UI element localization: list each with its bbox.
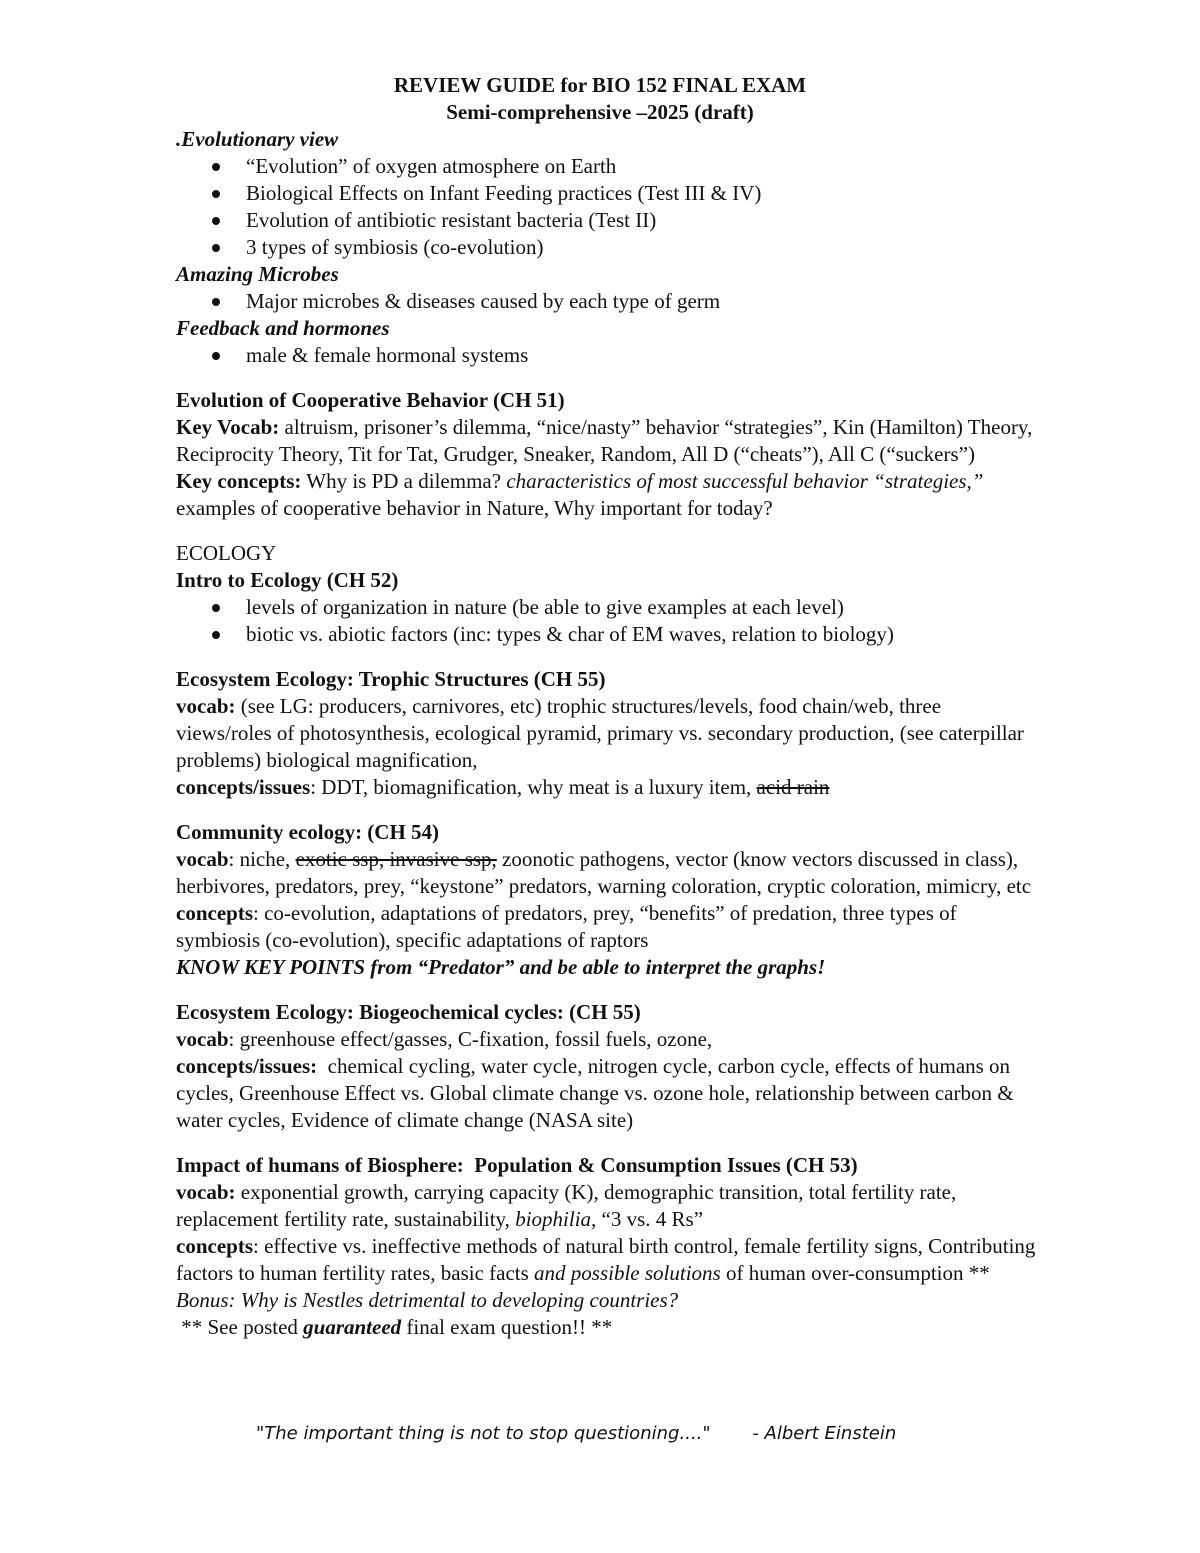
bullet-icon [212, 190, 220, 198]
list-item: male & female hormonal systems [176, 342, 1036, 369]
biogeo-vocab: vocab: greenhouse effect/gasses, C-fixation, fossil fuels, ozone, [176, 1027, 713, 1051]
amazing-microbes-heading: Amazing Microbes [176, 262, 339, 286]
trophic-structures-heading: Ecosystem Ecology: Trophic Structures (CH 55) [176, 667, 606, 691]
bullet-icon [212, 631, 220, 639]
predator-note: KNOW KEY POINTS from “Predator” and be able to interpret the graphs! [176, 955, 826, 979]
list-item: Evolution of antibiotic resistant bacteria (Test II) [176, 207, 1036, 234]
human-vocab: vocab: exponential growth, carrying capacity (K), demographic transition, total fertility rate, replacement fertility rate, sustainability, biophilia, “3 vs. 4 Rs” [176, 1180, 957, 1231]
intro-ecology-heading: Intro to Ecology (CH 52) [176, 568, 399, 592]
bullet-icon [212, 298, 220, 306]
cooperative-concepts: Key concepts: Why is PD a dilemma? characteristics of most successful behavior “strategies,” examples of cooperative behavior in Nature, Why important for today? [176, 469, 984, 520]
list-item: levels of organization in nature (be able to give examples at each level) [176, 594, 1036, 621]
list-item: “Evolution” of oxygen atmosphere on Earth [176, 153, 1036, 180]
bullet-icon [212, 163, 220, 171]
community-concepts: concepts: co-evolution, adaptations of predators, prey, “benefits” of predation, three types of symbiosis (co-evolution), specific adaptations of raptors [176, 901, 957, 952]
title-line-2: Semi-comprehensive –2025 (draft) [446, 100, 754, 124]
title-line-1: REVIEW GUIDE for BIO 152 FINAL EXAM [393, 73, 807, 97]
human-concepts: concepts: effective vs. ineffective methods of natural birth control, female fertility signs, Contributing factors to human fertility rates, basic facts and possible solutions of human over-consumption ** Bonus: Why is Nestles detrimental to developing countries? [176, 1234, 1036, 1312]
bullet-icon [212, 244, 220, 252]
list-item: Major microbes & diseases caused by each type of germ [176, 288, 1036, 315]
bullet-icon [212, 352, 220, 360]
bullet-icon [212, 604, 220, 612]
trophic-vocab: vocab: (see LG: producers, carnivores, etc) trophic structures/levels, food chain/web, three views/roles of photosynthesis, ecological pyramid, primary vs. secondary production, (see caterpillar problems) biological magnification, [176, 694, 1024, 772]
guaranteed-question-note: ** See posted guaranteed final exam question!! ** [176, 1315, 613, 1339]
document-title [0, 72, 1200, 126]
einstein-quote [256, 1422, 1016, 1446]
quote-text: "The important thing is not to stop questioning...." [256, 1423, 711, 1444]
ecology-heading: ECOLOGY [176, 541, 277, 565]
document-body [176, 72, 1036, 1341]
list-item: Biological Effects on Infant Feeding practices (Test III & IV) [176, 180, 1036, 207]
feedback-list [176, 342, 1036, 369]
trophic-concepts: concepts/issues: DDT, biomagnification, why meat is a luxury item, acid rain [176, 775, 830, 799]
quote-author: - Albert Einstein [752, 1423, 897, 1444]
human-impact-heading: Impact of humans of Biosphere: Population & Consumption Issues (CH 53) [176, 1153, 858, 1177]
cooperative-behavior-heading: Evolution of Cooperative Behavior (CH 51) [176, 388, 565, 412]
evolutionary-view-list [176, 153, 1036, 261]
community-vocab: vocab: niche, exotic ssp, invasive ssp, zoonotic pathogens, vector (know vectors discussed in class), herbivores, predators, prey, “keystone” predators, warning coloration, cryptic coloration, mimicry, etc [176, 847, 1032, 898]
cooperative-vocab: Key Vocab: altruism, prisoner’s dilemma, “nice/nasty” behavior “strategies”, Kin (Hamilton) Theory, Reciprocity Theory, Tit for Tat, Grudger, Sneaker, Random, All D (“cheats”), All C (“suckers”) [176, 415, 1033, 466]
microbes-list [176, 288, 1036, 315]
ecology-list [176, 594, 1036, 648]
feedback-hormones-heading: Feedback and hormones [176, 316, 390, 340]
list-item: 3 types of symbiosis (co-evolution) [176, 234, 1036, 261]
evolutionary-view-heading: .Evolutionary view [176, 127, 339, 151]
biogeo-concepts: concepts/issues: chemical cycling, water cycle, nitrogen cycle, carbon cycle, effects of humans on cycles, Greenhouse Effect vs. Global climate change vs. ozone hole, relationship between carbon & water cycles, Evidence of climate change (NASA site) [176, 1054, 1019, 1132]
list-item: biotic vs. abiotic factors (inc: types & char of EM waves, relation to biology) [176, 621, 1036, 648]
biogeochemical-heading: Ecosystem Ecology: Biogeochemical cycles: (CH 55) [176, 1000, 641, 1024]
bullet-icon [212, 217, 220, 225]
community-ecology-heading: Community ecology: (CH 54) [176, 820, 440, 844]
